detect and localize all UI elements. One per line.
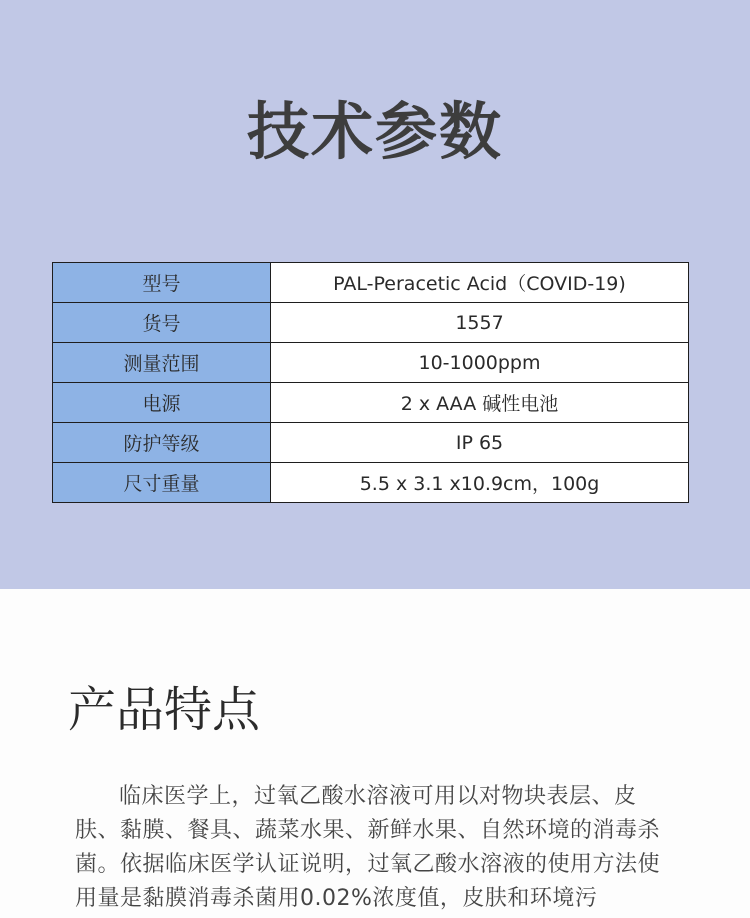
table-row bbox=[53, 423, 689, 463]
section-title: 产品特点 bbox=[68, 682, 261, 738]
table-row bbox=[53, 463, 689, 503]
spec-label: 防护等级 bbox=[53, 423, 271, 463]
spec-value: PAL-Peracetic Acid（COVID-19) bbox=[271, 263, 689, 303]
spec-label: 货号 bbox=[53, 303, 271, 343]
table-row bbox=[53, 263, 689, 303]
table-row bbox=[53, 303, 689, 343]
spec-value: 10-1000ppm bbox=[271, 343, 689, 383]
spec-table bbox=[52, 262, 689, 503]
spec-value: 2 x AAA 碱性电池 bbox=[271, 383, 689, 423]
spec-value: 1557 bbox=[271, 303, 689, 343]
feature-paragraph: 临床医学上，过氧乙酸水溶液可用以对物块表层、皮肤、黏膜、餐具、蔬菜水果、新鲜水果、自然环境的消毒杀菌。依据临床医学认证说明，过氧乙酸水溶液的使用方法使用量是黏膜消毒杀菌用0.02%浓度值，皮肤和环境污 bbox=[75, 784, 661, 911]
table-row bbox=[53, 343, 689, 383]
spec-label: 尺寸重量 bbox=[53, 463, 271, 503]
spec-value: 5.5 x 3.1 x10.9cm，100g bbox=[271, 463, 689, 503]
spec-label: 型号 bbox=[53, 263, 271, 303]
spec-label: 电源 bbox=[53, 383, 271, 423]
page-title: 技术参数 bbox=[246, 95, 503, 168]
table-row bbox=[53, 383, 689, 423]
spec-value: IP 65 bbox=[271, 423, 689, 463]
spec-label: 测量范围 bbox=[53, 343, 271, 383]
